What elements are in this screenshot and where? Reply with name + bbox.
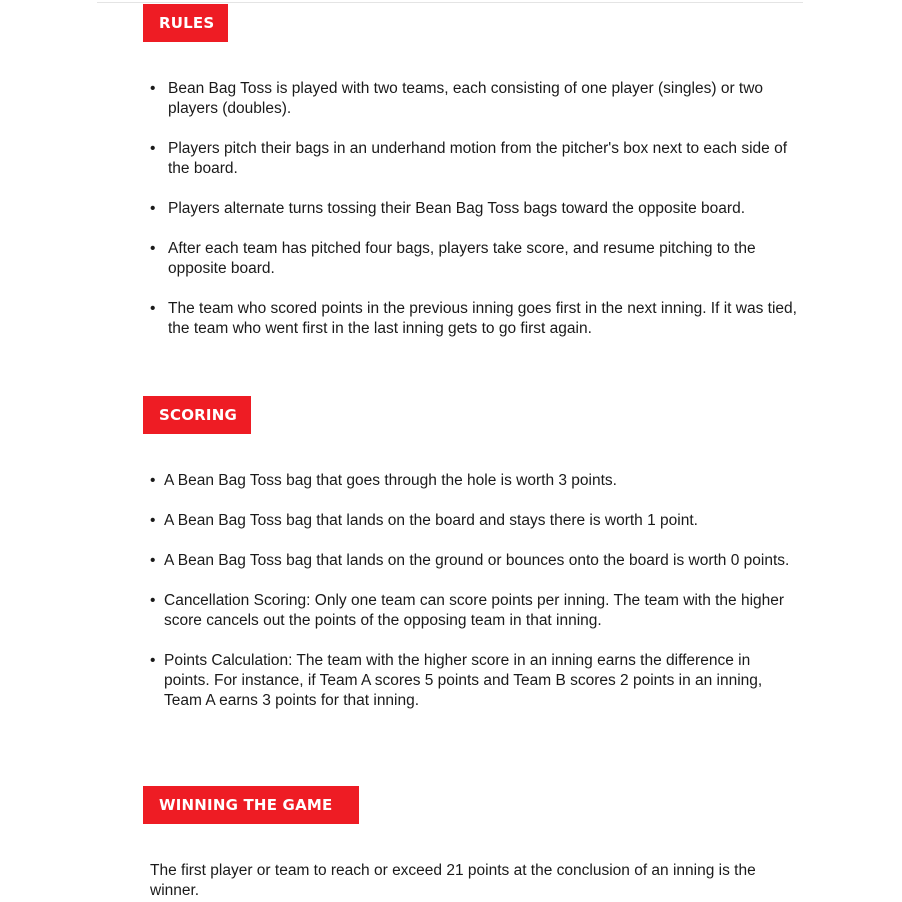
rules-heading: RULES xyxy=(159,14,215,32)
rules-item: • Bean Bag Toss is played with two teams, each consisting of one player (singles) or two players (doubles). xyxy=(150,80,764,117)
bullet-icon: • xyxy=(150,80,156,97)
bullet-icon: • xyxy=(150,652,156,669)
scoring-heading: SCORING xyxy=(159,406,237,424)
bullet-icon: • xyxy=(150,240,156,257)
scoring-item: • Points Calculation: The team with the higher score in an inning earns the difference in points. For instance, if Team A scores 5 points and Team B scores 2 points in an inning, Team A earns 3 points for that inning. xyxy=(150,652,763,709)
rules-item: • Players alternate turns tossing their Bean Bag Toss bags toward the opposite board. xyxy=(150,200,746,217)
scoring-item: • A Bean Bag Toss bag that goes through the hole is worth 3 points. xyxy=(150,472,617,489)
rules-item: • The team who scored points in the previous inning goes first in the next inning. If it was tied, the team who went first in the last inning gets to go first again. xyxy=(150,300,797,337)
bullet-icon: • xyxy=(150,200,156,217)
bullet-icon: • xyxy=(150,140,156,157)
scoring-item: • Cancellation Scoring: Only one team can score points per inning. The team with the higher score cancels out the points of the opposing team in that inning. xyxy=(150,592,785,629)
scoring-item: • A Bean Bag Toss bag that lands on the board and stays there is worth 1 point. xyxy=(150,512,698,529)
bullet-icon: • xyxy=(150,472,156,489)
bullet-icon: • xyxy=(150,300,156,317)
winning-text: The first player or team to reach or exceed 21 points at the conclusion of an inning is the winner. xyxy=(150,862,756,899)
scoring-heading-badge xyxy=(143,396,251,434)
top-divider xyxy=(97,2,803,3)
rules-list xyxy=(150,79,800,359)
bullet-icon: • xyxy=(150,552,156,569)
rules-heading-badge xyxy=(143,4,228,42)
bullet-icon: • xyxy=(150,512,156,529)
scoring-item: • A Bean Bag Toss bag that lands on the ground or bounces onto the board is worth 0 points. xyxy=(150,552,790,569)
rules-item: • After each team has pitched four bags, players take score, and resume pitching to the opposite board. xyxy=(150,240,756,277)
bullet-icon: • xyxy=(150,592,156,609)
winning-heading: WINNING THE GAME xyxy=(159,796,333,814)
scoring-list xyxy=(150,471,800,731)
rules-item: • Players pitch their bags in an underhand motion from the pitcher's box next to each side of the board. xyxy=(150,140,788,177)
winning-heading-badge xyxy=(143,786,359,824)
